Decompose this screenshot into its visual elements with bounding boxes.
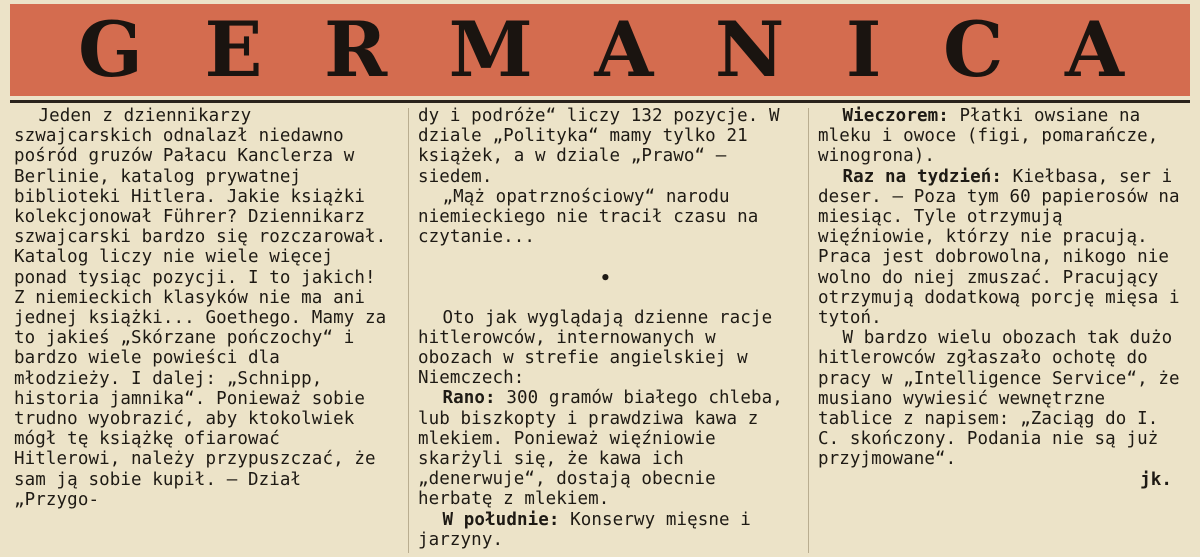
header-rule — [10, 100, 1190, 103]
column-divider — [408, 108, 409, 553]
ration-label: W południe: — [442, 509, 560, 530]
paragraph: W bardzo wielu obozach tak dużo hitlerowców zgłaszało ochotę do pracy w „Intelligence Service“, że musiano wywiesić wewnętrzne tablice z napisem: „Zaciąg do I. C. skończony. Podania nie są już przyjmowane“. — [818, 328, 1180, 470]
column-3 — [818, 106, 1190, 557]
ration-label: Rano: — [442, 388, 496, 409]
section-separator-bullet: • — [600, 269, 611, 290]
paragraph — [818, 106, 1190, 167]
masthead-letter: M — [448, 5, 533, 94]
paragraph — [418, 388, 793, 509]
paragraph — [818, 167, 1190, 329]
paragraph: „Mąż opatrznościowy“ narodu niemieckiego nie tracił czasu na czytanie... — [418, 186, 759, 248]
masthead-letter: R — [323, 5, 388, 94]
ration-text: 300 gramów białego chleba, lub biszkopty i prawdziwa kawa z mlekiem. Ponieważ więźniowie skarżyli się, że kawa ich „denerwuje“, dostają obecnie herbatę z mlekiem. — [418, 388, 783, 510]
ration-label: Wieczorem: — [842, 106, 949, 126]
masthead-letter: I — [845, 5, 882, 94]
masthead-letter: C — [942, 5, 1004, 94]
paragraph: Jeden z dziennikarzy szwajcarskich odnalazł niedawno pośród gruzów Pałacu Kanclerza w Berlinie, katalog prywatnej biblioteki Hitlera. Jakie książki kolekcjonował Führer? Dziennikarz szwajcarski bardzo się rozczarował. Katalog liczy nie wiele więcej ponad tysiąc pozycji. I to jakich! Z niemieckich klasyków nie ma ani jednej książki... Goethego. Mamy za to jakieś „Skórzane pończochy“ i bardzo wiele powieści dla młodzieży. I dalej: „Schnipp, historia jamnika“. Ponieważ sobie trudno wyobrazić, aby ktokolwiek mógł tę książkę ofiarować Hitlerowi, należy przypuszczać, że sam ją sobie kupił. — Dział „Przygo- — [14, 106, 387, 510]
column-divider — [808, 108, 809, 553]
paragraph: Oto jak wyglądają dzienne racje hitlerowców, internowanych w obozach w strefie angielskiej w Niemczech: — [418, 307, 773, 389]
ration-text: Kiełbasa, ser i deser. — Poza tym 60 papierosów na miesiąc. Tyle otrzymują więźniowie, którzy nie pracują. Praca jest dobrowolna, nikogo nie wolno do niej zmuszać. Pracujący otrzymują dodatkową porcję mięsa i tytoń. — [818, 166, 1180, 329]
ration-text: Konserwy mięsne i jarzyny. — [418, 509, 751, 550]
paragraph: dy i podróże“ liczy 132 pozycje. W dziale „Polityka“ mamy tylko 21 książek, a w dziale „Prawo“ — siedem. — [418, 106, 780, 187]
masthead-letter: G — [78, 5, 143, 94]
column-1 — [14, 106, 389, 557]
masthead-banner — [10, 4, 1190, 96]
ration-text: Płatki owsiane na mleku i owoce (figi, pomarańcze, winogrona). — [818, 106, 1159, 167]
masthead-letter: A — [1065, 5, 1124, 94]
masthead-letter: N — [714, 5, 785, 94]
author-signature: jk. — [1140, 469, 1172, 490]
masthead-letter: E — [204, 5, 263, 94]
ration-label: Raz na tydzień: — [842, 166, 1003, 187]
masthead-letter: A — [594, 5, 654, 94]
column-2 — [418, 106, 793, 557]
paragraph — [418, 510, 793, 550]
